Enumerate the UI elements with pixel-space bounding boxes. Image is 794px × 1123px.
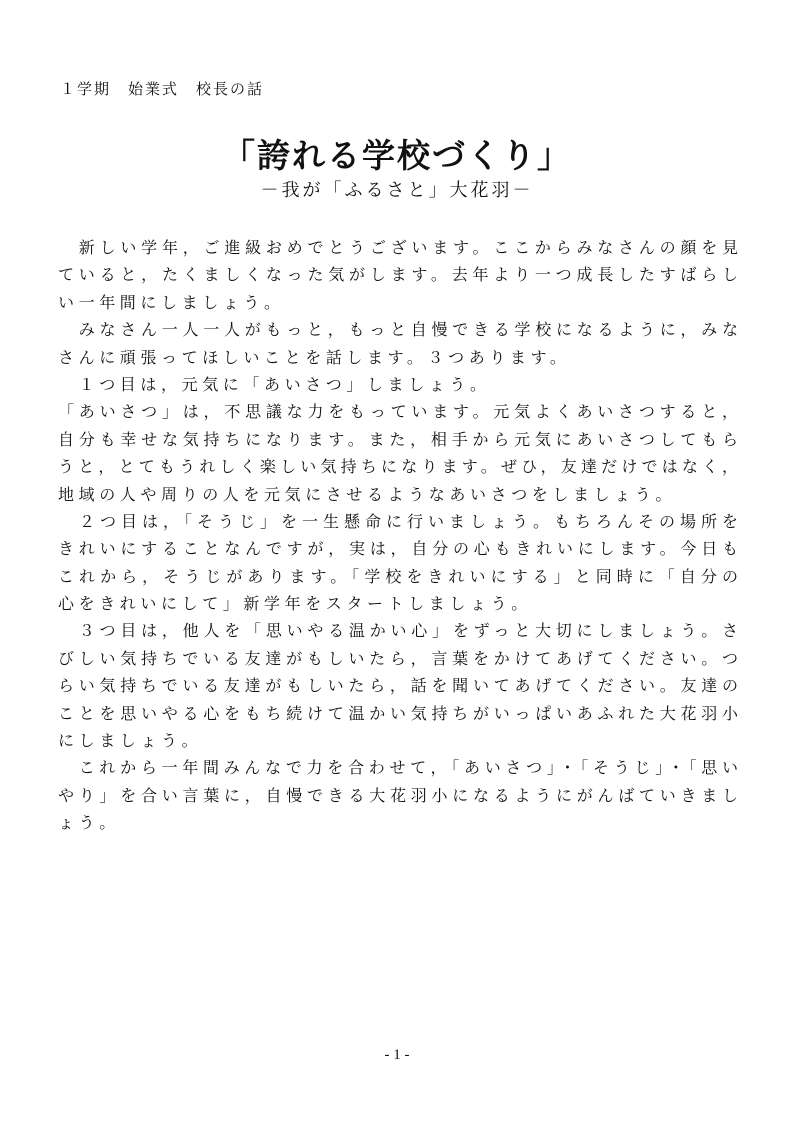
body-line: 「あいさつ」は，不思議な力をもっています。元気よくあいさつすると，: [58, 402, 738, 422]
page-number: - 1 -: [384, 1047, 410, 1063]
body-line: これから，そうじがあります。「学校をきれいにする」と同時に「自分の: [58, 566, 738, 586]
body-line: ていると，たくましくなった気がします。去年より一つ成長したすばらし: [58, 265, 738, 285]
body-line: 心をきれいにして」新学年をスタートしましょう。: [58, 594, 532, 614]
document-subtitle: －我が「ふるさと」大花羽－: [260, 180, 534, 201]
header-label: １学期 始業式 校長の話: [60, 80, 265, 98]
body-line: い一年間にしましょう。: [58, 292, 285, 312]
body-line: うと，とてもうれしく楽しい気持ちになります。ぜひ，友達だけではなく，: [58, 457, 738, 477]
body-line: 自分も幸せな気持ちになります。また，相手から元気にあいさつしてもら: [58, 429, 738, 449]
body-line: 地域の人や周りの人を元気にさせるようなあいさつをしましょう。: [58, 484, 677, 504]
body-line: 新しい学年，ご進級おめでとうございます。ここからみなさんの顔を見: [58, 238, 738, 257]
body-line: １つ目は，元気に「あいさつ」しましょう。: [58, 374, 491, 394]
body-line: これから一年間みんなで力を合わせて，「あいさつ」・「そうじ」・「思い: [58, 758, 738, 778]
body-line: にしましょう。: [58, 731, 203, 751]
body-line: びしい気持ちでいる友達がもしいたら，言葉をかけてあげてください。つ: [58, 648, 738, 668]
body-line: ょう。: [58, 813, 120, 833]
body-line: やり」を合い言葉に，自慢できる大花羽小になるようにがんばていきまし: [58, 785, 738, 805]
speech-body: [58, 234, 738, 837]
body-line: ３つ目は，他人を「思いやる温かい心」をずっと大切にしましょう。さ: [58, 621, 738, 641]
document-title: 「誇れる学校づくり」: [222, 136, 572, 175]
body-line: らい気持ちでいる友達がもしいたら，話を聞いてあげてください。友達の: [58, 676, 738, 696]
body-line: みなさん一人一人がもっと，もっと自慢できる学校になるように，みな: [58, 320, 738, 340]
body-line: ２つ目は，「そうじ」を一生懸命に行いましょう。もちろんその場所を: [58, 511, 738, 531]
body-line: さんに頑張ってほしいことを話します。３つあります。: [58, 347, 571, 367]
body-line: ことを思いやる心をもち続けて温かい気持ちがいっぱいあふれた大花羽小: [58, 703, 738, 723]
body-line: きれいにすることなんですが，実は，自分の心もきれいにします。今日も: [58, 539, 738, 559]
